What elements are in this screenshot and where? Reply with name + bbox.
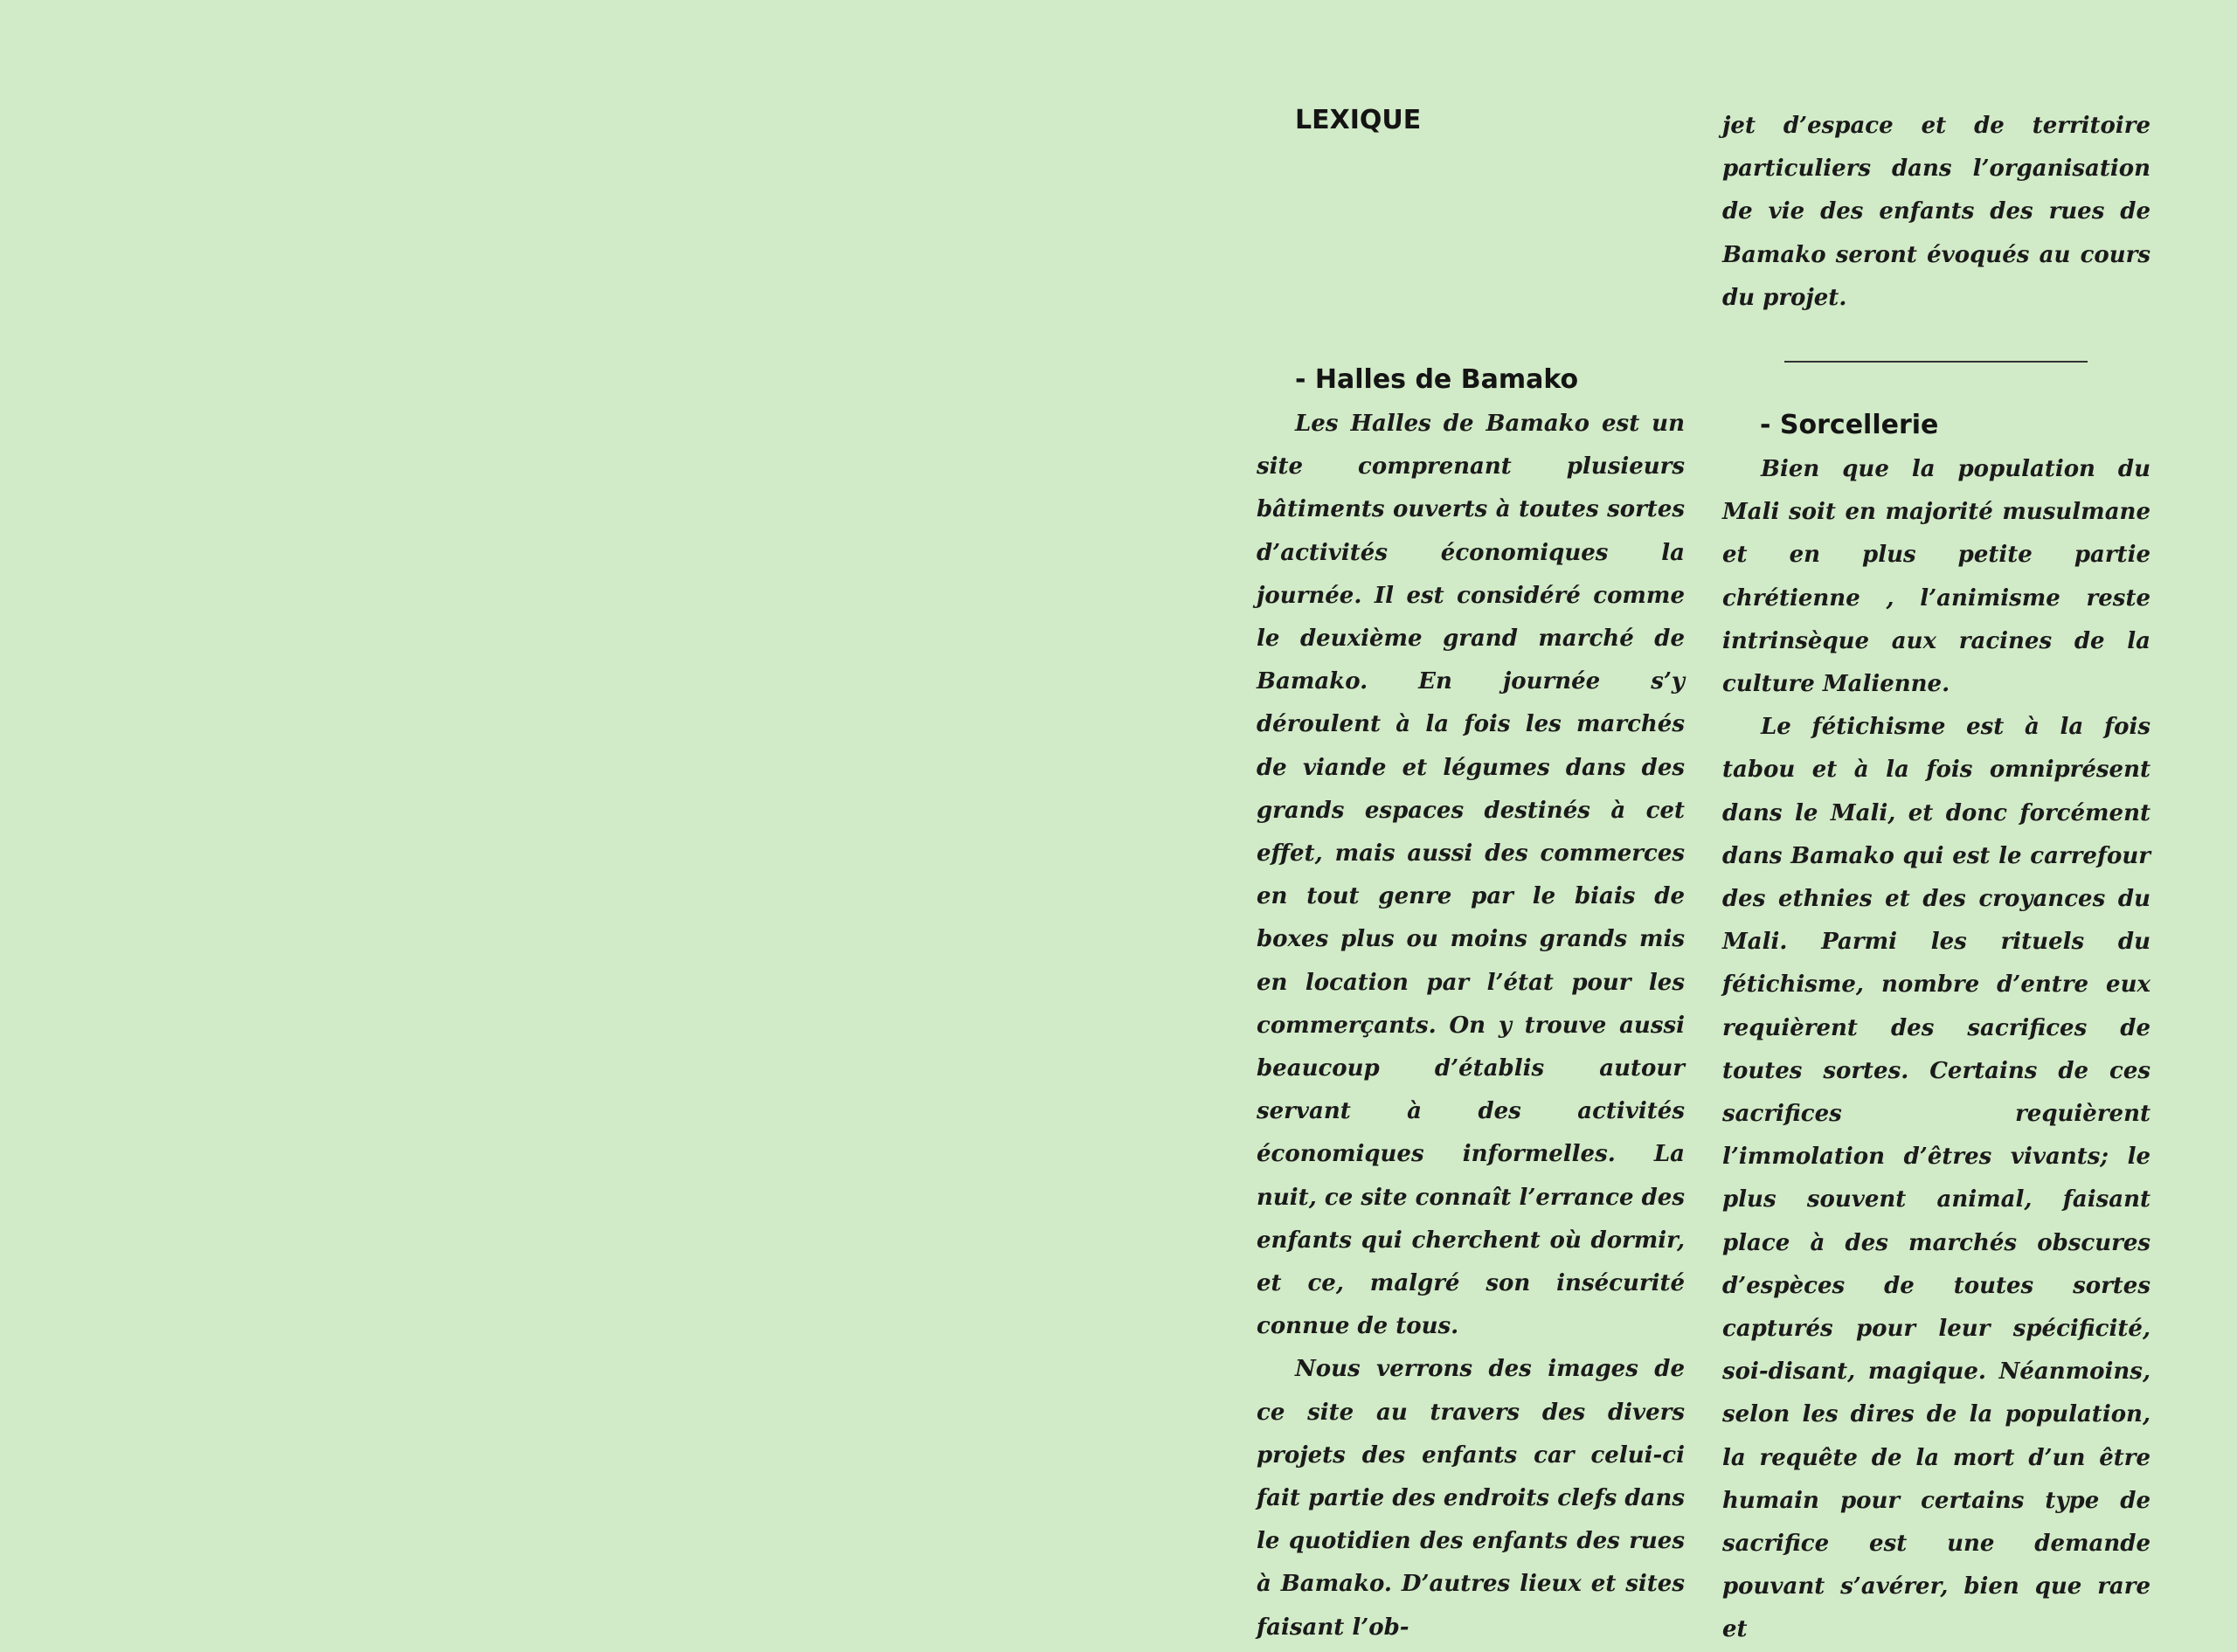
sorcellerie-paragraph-2: Le fétichisme est à la fois tabou et à la fois omniprésent dans le Mali, et donc forcément dans Bamako qui est le carrefour des ethnies et des croyances du Mali. Parmi les rituels du fétichisme, nombre d’entre eux requièrent des sacrifices de toutes sortes. Certains de ces sacrifices requièrent l’immolation d’êtres vivants; le plus souvent animal, faisant place à des marchés obscures d’espèces de toutes sortes capturés pour leur spécificité, soi-disant, magique. Néanmoins, selon les dires de la population, la requête de la mort d’un être humain pour certains type de sacrifice est une demande pouvant s’avérer, bien que rare et [1722,714,2150,1643]
halles-heading: - Halles de Bamako [1295,364,1579,395]
halles-paragraph-1: Les Halles de Bamako est un site comprenant plusieurs bâtiments ouverts à toutes sortes d’activités économiques la journée. Il est considéré comme le deuxième grand marché de Bamako. En journée s’y déroulent à la fois les marchés de viande et légumes dans des grands espaces destinés à cet effet, mais aussi des commerces en tout genre par le biais de boxes plus ou moins grands mis en location par l’état pour les commerçants. On y trouve aussi beaucoup d’établis autour servant à des activités économiques informelles. La nuit, ce site connaît l’errance des enfants qui cherchent où dormir, et ce, malgré son insécurité connue de tous. [1257,411,1685,1340]
sorcellerie-body [1722,448,2150,1652]
halles-body [1257,403,1685,1649]
continuation-paragraph: jet d’espace et de territoire particuliers dans l’organisation de vie des enfants des rues de Bamako seront évoqués au cours du projet. [1722,113,2150,311]
sorcellerie-paragraph-1: Bien que la population du Mali soit en majorité musulmane et en plus petite partie chrétienne , l’animisme reste intrinsèque aux racines de la culture Malienne. [1722,456,2150,698]
continuation-body [1722,105,2150,320]
section-divider [1784,361,2088,363]
halles-paragraph-2: Nous verrons des images de ce site au travers des divers projets des enfants car celui-ci fait partie des endroits clefs dans le quotidien des enfants des rues à Bamako. D’autres lieux et sites faisant l’ob- [1257,1356,1685,1641]
lexique-title: LEXIQUE [1295,105,1422,135]
sorcellerie-heading: - Sorcellerie [1760,410,1939,440]
